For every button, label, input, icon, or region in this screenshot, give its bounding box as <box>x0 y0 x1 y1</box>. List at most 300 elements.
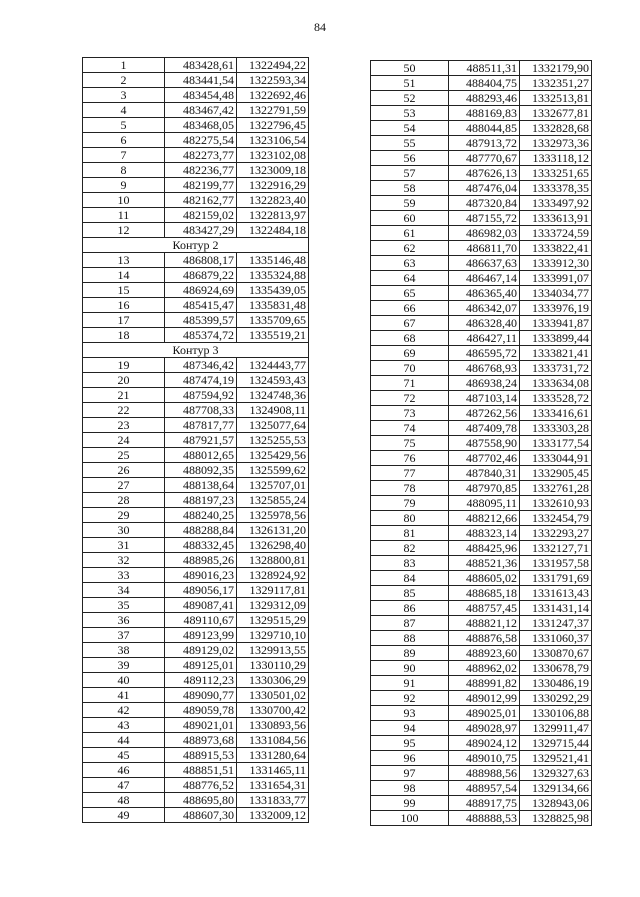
coordinate-x: 489112,23 <box>165 673 237 688</box>
table-row <box>371 616 592 631</box>
coordinate-x: 487558,90 <box>449 436 520 451</box>
coordinate-y: 1332905,45 <box>520 466 592 481</box>
coordinate-x: 487708,33 <box>165 403 237 418</box>
point-number: 85 <box>371 586 449 601</box>
coordinate-y: 1330292,29 <box>520 691 592 706</box>
table-row <box>371 346 592 361</box>
point-number: 1 <box>83 58 165 73</box>
table-row <box>371 736 592 751</box>
coordinate-y: 1330486,19 <box>520 676 592 691</box>
coordinate-x: 489024,12 <box>449 736 520 751</box>
coordinate-y: 1335709,65 <box>237 313 309 328</box>
point-number: 87 <box>371 616 449 631</box>
coordinate-y: 1333634,08 <box>520 376 592 391</box>
table-row <box>371 571 592 586</box>
coordinate-y: 1322791,59 <box>237 103 309 118</box>
point-number: 22 <box>83 403 165 418</box>
table-row <box>371 751 592 766</box>
table-row <box>83 178 309 193</box>
coordinate-x: 489059,78 <box>165 703 237 718</box>
coordinate-x: 488511,31 <box>449 61 520 76</box>
point-number: 55 <box>371 136 449 151</box>
table-row <box>371 811 592 826</box>
coordinate-y: 1322916,29 <box>237 178 309 193</box>
coordinate-x: 488404,75 <box>449 76 520 91</box>
coordinate-y: 1333303,28 <box>520 421 592 436</box>
page-number: 84 <box>314 20 326 34</box>
point-number: 54 <box>371 121 449 136</box>
table-row <box>371 121 592 136</box>
coordinate-y: 1323106,54 <box>237 133 309 148</box>
point-number: 45 <box>83 748 165 763</box>
coordinate-y: 1328924,92 <box>237 568 309 583</box>
coordinate-x: 486595,72 <box>449 346 520 361</box>
coordinate-x: 488212,66 <box>449 511 520 526</box>
table-row <box>371 91 592 106</box>
coordinate-x: 483467,42 <box>165 103 237 118</box>
table-row <box>371 421 592 436</box>
coordinate-y: 1326298,40 <box>237 538 309 553</box>
coordinate-x: 487626,13 <box>449 166 520 181</box>
coordinate-x: 488757,45 <box>449 601 520 616</box>
point-number: 41 <box>83 688 165 703</box>
coordinate-y: 1333497,92 <box>520 196 592 211</box>
point-number: 8 <box>83 163 165 178</box>
coordinate-x: 486768,93 <box>449 361 520 376</box>
point-number: 68 <box>371 331 449 346</box>
table-row <box>371 481 592 496</box>
coordinate-x: 489021,01 <box>165 718 237 733</box>
table-row <box>371 226 592 241</box>
table-row <box>83 403 309 418</box>
coordinate-y: 1332454,79 <box>520 511 592 526</box>
table-row <box>83 493 309 508</box>
coordinate-y: 1324908,11 <box>237 403 309 418</box>
table-row <box>371 601 592 616</box>
coordinate-y: 1325978,56 <box>237 508 309 523</box>
table-row <box>371 61 592 76</box>
coordinate-x: 488988,56 <box>449 766 520 781</box>
point-number: 64 <box>371 271 449 286</box>
coordinate-y: 1330106,88 <box>520 706 592 721</box>
coordinate-x: 488915,53 <box>165 748 237 763</box>
coordinate-y: 1333378,35 <box>520 181 592 196</box>
table-row <box>83 328 309 343</box>
coordinate-y: 1322823,40 <box>237 193 309 208</box>
coordinate-y: 1322593,34 <box>237 73 309 88</box>
table-row <box>371 511 592 526</box>
coordinate-x: 482199,77 <box>165 178 237 193</box>
coordinate-y: 1335439,05 <box>237 283 309 298</box>
table-row <box>371 706 592 721</box>
coordinate-y: 1333613,91 <box>520 211 592 226</box>
table-row <box>83 553 309 568</box>
coordinate-x: 487913,72 <box>449 136 520 151</box>
table-row <box>83 538 309 553</box>
point-number: 86 <box>371 601 449 616</box>
point-number: 98 <box>371 781 449 796</box>
coordinate-y: 1325599,62 <box>237 463 309 478</box>
table-row <box>371 286 592 301</box>
point-number: 56 <box>371 151 449 166</box>
point-number: 60 <box>371 211 449 226</box>
coordinate-y: 1325255,53 <box>237 433 309 448</box>
point-number: 30 <box>83 523 165 538</box>
point-number: 32 <box>83 553 165 568</box>
coordinate-y: 1334034,77 <box>520 286 592 301</box>
point-number: 13 <box>83 253 165 268</box>
coordinate-x: 485374,72 <box>165 328 237 343</box>
point-number: 73 <box>371 406 449 421</box>
coordinate-x: 489010,75 <box>449 751 520 766</box>
coordinate-x: 489025,01 <box>449 706 520 721</box>
coordinate-y: 1332179,90 <box>520 61 592 76</box>
coordinate-y: 1332761,28 <box>520 481 592 496</box>
coordinate-x: 489016,23 <box>165 568 237 583</box>
coordinate-x: 488288,84 <box>165 523 237 538</box>
point-number: 52 <box>371 91 449 106</box>
coordinate-y: 1322796,45 <box>237 118 309 133</box>
coordinate-x: 487702,46 <box>449 451 520 466</box>
point-number: 43 <box>83 718 165 733</box>
table-row <box>371 256 592 271</box>
point-number: 50 <box>371 61 449 76</box>
coordinate-x: 482236,77 <box>165 163 237 178</box>
coordinate-y: 1322813,97 <box>237 208 309 223</box>
coordinate-x: 489123,99 <box>165 628 237 643</box>
coordinate-x: 487594,92 <box>165 388 237 403</box>
coordinate-x: 489056,17 <box>165 583 237 598</box>
table-row <box>371 451 592 466</box>
point-number: 78 <box>371 481 449 496</box>
coordinate-x: 488240,25 <box>165 508 237 523</box>
point-number: 89 <box>371 646 449 661</box>
coordinate-y: 1333821,41 <box>520 346 592 361</box>
coordinate-y: 1330678,79 <box>520 661 592 676</box>
coordinate-y: 1330110,29 <box>237 658 309 673</box>
point-number: 96 <box>371 751 449 766</box>
table-row <box>83 658 309 673</box>
table-row <box>371 646 592 661</box>
table-row <box>83 283 309 298</box>
table-row <box>371 631 592 646</box>
point-number: 39 <box>83 658 165 673</box>
table-row <box>83 163 309 178</box>
point-number: 82 <box>371 541 449 556</box>
point-number: 21 <box>83 388 165 403</box>
table-row <box>83 583 309 598</box>
coordinate-x: 488962,02 <box>449 661 520 676</box>
coordinate-y: 1333416,61 <box>520 406 592 421</box>
coordinate-y: 1332677,81 <box>520 106 592 121</box>
table-row <box>83 508 309 523</box>
table-row <box>371 391 592 406</box>
coordinate-y: 1329327,63 <box>520 766 592 781</box>
coordinate-x: 488138,64 <box>165 478 237 493</box>
coordinate-y: 1330870,67 <box>520 646 592 661</box>
point-number: 51 <box>371 76 449 91</box>
point-number: 15 <box>83 283 165 298</box>
coordinate-y: 1333822,41 <box>520 241 592 256</box>
point-number: 37 <box>83 628 165 643</box>
coordinate-y: 1333899,44 <box>520 331 592 346</box>
coordinate-y: 1331280,64 <box>237 748 309 763</box>
coordinate-x: 483427,29 <box>165 223 237 238</box>
table-row <box>83 703 309 718</box>
coordinate-x: 488293,46 <box>449 91 520 106</box>
table-row <box>83 598 309 613</box>
coordinate-x: 489129,02 <box>165 643 237 658</box>
coordinate-y: 1328825,98 <box>520 811 592 826</box>
table-row <box>83 418 309 433</box>
coordinate-y: 1331084,56 <box>237 733 309 748</box>
table-row <box>371 106 592 121</box>
point-number: 58 <box>371 181 449 196</box>
point-number: 97 <box>371 766 449 781</box>
point-number: 79 <box>371 496 449 511</box>
coordinate-x: 488425,96 <box>449 541 520 556</box>
coordinate-x: 488332,45 <box>165 538 237 553</box>
coordinate-x: 487320,84 <box>449 196 520 211</box>
point-number: 88 <box>371 631 449 646</box>
table-row <box>371 271 592 286</box>
table-row <box>371 151 592 166</box>
coordinate-y: 1329515,29 <box>237 613 309 628</box>
coordinate-y: 1335146,48 <box>237 253 309 268</box>
coordinate-y: 1331431,14 <box>520 601 592 616</box>
point-number: 72 <box>371 391 449 406</box>
coordinate-x: 488607,30 <box>165 808 237 823</box>
table-row <box>371 526 592 541</box>
table-row <box>371 496 592 511</box>
coordinate-y: 1328800,81 <box>237 553 309 568</box>
coordinate-x: 483454,48 <box>165 88 237 103</box>
table-row <box>371 301 592 316</box>
table-row <box>83 253 309 268</box>
coordinate-x: 483428,61 <box>165 58 237 73</box>
coordinate-x: 487817,77 <box>165 418 237 433</box>
table-row <box>83 133 309 148</box>
coordinate-y: 1330700,42 <box>237 703 309 718</box>
point-number: 65 <box>371 286 449 301</box>
coordinate-y: 1332009,12 <box>237 808 309 823</box>
coordinate-y: 1333724,59 <box>520 226 592 241</box>
coordinate-x: 487770,67 <box>449 151 520 166</box>
table-row <box>83 448 309 463</box>
coordinate-x: 489110,67 <box>165 613 237 628</box>
table-row <box>83 268 309 283</box>
table-row <box>83 673 309 688</box>
point-number: 63 <box>371 256 449 271</box>
point-number: 80 <box>371 511 449 526</box>
coordinate-x: 486328,40 <box>449 316 520 331</box>
coordinate-x: 487262,56 <box>449 406 520 421</box>
table-row <box>83 628 309 643</box>
coordinate-x: 489090,77 <box>165 688 237 703</box>
table-row <box>83 433 309 448</box>
table-row <box>371 766 592 781</box>
point-number: 49 <box>83 808 165 823</box>
coordinate-x: 486982,03 <box>449 226 520 241</box>
point-number: 20 <box>83 373 165 388</box>
coordinate-y: 1322494,22 <box>237 58 309 73</box>
coordinate-x: 489087,41 <box>165 598 237 613</box>
coordinate-y: 1332513,81 <box>520 91 592 106</box>
table-row <box>371 211 592 226</box>
point-number: 70 <box>371 361 449 376</box>
coordinate-x: 486467,14 <box>449 271 520 286</box>
coordinate-x: 486637,63 <box>449 256 520 271</box>
coordinate-y: 1332351,27 <box>520 76 592 91</box>
table-row <box>371 376 592 391</box>
coordinate-y: 1331465,11 <box>237 763 309 778</box>
coordinate-y: 1332973,36 <box>520 136 592 151</box>
point-number: 95 <box>371 736 449 751</box>
coordinate-y: 1331957,58 <box>520 556 592 571</box>
coordinates-table-right <box>370 60 592 826</box>
table-row <box>83 463 309 478</box>
point-number: 77 <box>371 466 449 481</box>
table-row <box>371 196 592 211</box>
coordinate-x: 486938,24 <box>449 376 520 391</box>
point-number: 99 <box>371 796 449 811</box>
coordinate-x: 483441,54 <box>165 73 237 88</box>
coordinate-x: 485415,47 <box>165 298 237 313</box>
table-row <box>83 643 309 658</box>
table-row <box>83 193 309 208</box>
point-number: 3 <box>83 88 165 103</box>
table-row <box>371 406 592 421</box>
table-row <box>83 388 309 403</box>
coordinate-y: 1329521,41 <box>520 751 592 766</box>
coordinate-x: 486342,07 <box>449 301 520 316</box>
coordinate-y: 1331654,31 <box>237 778 309 793</box>
table-row <box>371 586 592 601</box>
coordinate-x: 488876,58 <box>449 631 520 646</box>
point-number: 93 <box>371 706 449 721</box>
table-row <box>83 58 309 73</box>
coordinate-y: 1332293,27 <box>520 526 592 541</box>
coordinate-x: 482273,77 <box>165 148 237 163</box>
point-number: 71 <box>371 376 449 391</box>
table-row <box>83 73 309 88</box>
coordinate-y: 1333912,30 <box>520 256 592 271</box>
point-number: 53 <box>371 106 449 121</box>
point-number: 67 <box>371 316 449 331</box>
coordinate-y: 1331613,43 <box>520 586 592 601</box>
point-number: 91 <box>371 676 449 691</box>
table-row <box>83 778 309 793</box>
coordinate-y: 1329710,10 <box>237 628 309 643</box>
coordinate-x: 488923,60 <box>449 646 520 661</box>
coordinate-x: 489125,01 <box>165 658 237 673</box>
coordinate-x: 488605,02 <box>449 571 520 586</box>
coordinate-x: 487970,85 <box>449 481 520 496</box>
point-number: 9 <box>83 178 165 193</box>
table-row <box>83 568 309 583</box>
table-row <box>371 166 592 181</box>
coordinate-x: 487346,42 <box>165 358 237 373</box>
coordinate-x: 486879,22 <box>165 268 237 283</box>
point-number: 66 <box>371 301 449 316</box>
coordinate-x: 486808,17 <box>165 253 237 268</box>
coordinate-x: 488851,51 <box>165 763 237 778</box>
table-row <box>371 331 592 346</box>
coordinate-y: 1325077,64 <box>237 418 309 433</box>
point-number: 46 <box>83 763 165 778</box>
contour-caption: Контур 2 <box>83 238 309 253</box>
coordinate-y: 1332828,68 <box>520 121 592 136</box>
point-number: 16 <box>83 298 165 313</box>
point-number: 61 <box>371 226 449 241</box>
point-number: 29 <box>83 508 165 523</box>
coordinate-y: 1333044,91 <box>520 451 592 466</box>
point-number: 59 <box>371 196 449 211</box>
point-number: 7 <box>83 148 165 163</box>
table-row <box>371 661 592 676</box>
coordinate-y: 1332610,93 <box>520 496 592 511</box>
point-number: 42 <box>83 703 165 718</box>
point-number: 74 <box>371 421 449 436</box>
table-row <box>371 556 592 571</box>
coordinate-x: 488323,14 <box>449 526 520 541</box>
coordinate-y: 1326131,20 <box>237 523 309 538</box>
coordinate-y: 1323009,18 <box>237 163 309 178</box>
table-row <box>83 373 309 388</box>
point-number: 5 <box>83 118 165 133</box>
coordinate-x: 487474,19 <box>165 373 237 388</box>
coordinate-y: 1324443,77 <box>237 358 309 373</box>
coordinate-x: 489028,97 <box>449 721 520 736</box>
point-number: 2 <box>83 73 165 88</box>
table-row <box>371 136 592 151</box>
point-number: 57 <box>371 166 449 181</box>
point-number: 35 <box>83 598 165 613</box>
coordinate-x: 483468,05 <box>165 118 237 133</box>
coordinate-x: 486811,70 <box>449 241 520 256</box>
table-row <box>83 208 309 223</box>
coordinate-x: 488197,23 <box>165 493 237 508</box>
coordinate-y: 1325855,24 <box>237 493 309 508</box>
table-row <box>371 781 592 796</box>
table-row <box>371 76 592 91</box>
coordinate-y: 1335831,48 <box>237 298 309 313</box>
coordinate-x: 488092,35 <box>165 463 237 478</box>
point-number: 76 <box>371 451 449 466</box>
point-number: 47 <box>83 778 165 793</box>
point-number: 23 <box>83 418 165 433</box>
point-number: 24 <box>83 433 165 448</box>
coordinate-y: 1333528,72 <box>520 391 592 406</box>
table-row <box>83 763 309 778</box>
coordinate-x: 487103,14 <box>449 391 520 406</box>
table-row <box>371 796 592 811</box>
coordinate-y: 1325429,56 <box>237 448 309 463</box>
table-row <box>83 478 309 493</box>
table-row <box>371 691 592 706</box>
coordinate-y: 1329911,47 <box>520 721 592 736</box>
coordinate-y: 1322692,46 <box>237 88 309 103</box>
coordinate-y: 1329134,66 <box>520 781 592 796</box>
coordinate-y: 1329715,44 <box>520 736 592 751</box>
contour-caption-row <box>83 343 309 358</box>
point-number: 83 <box>371 556 449 571</box>
table-row <box>371 316 592 331</box>
coordinate-x: 486924,69 <box>165 283 237 298</box>
point-number: 40 <box>83 673 165 688</box>
coordinate-y: 1331247,37 <box>520 616 592 631</box>
table-row <box>83 313 309 328</box>
